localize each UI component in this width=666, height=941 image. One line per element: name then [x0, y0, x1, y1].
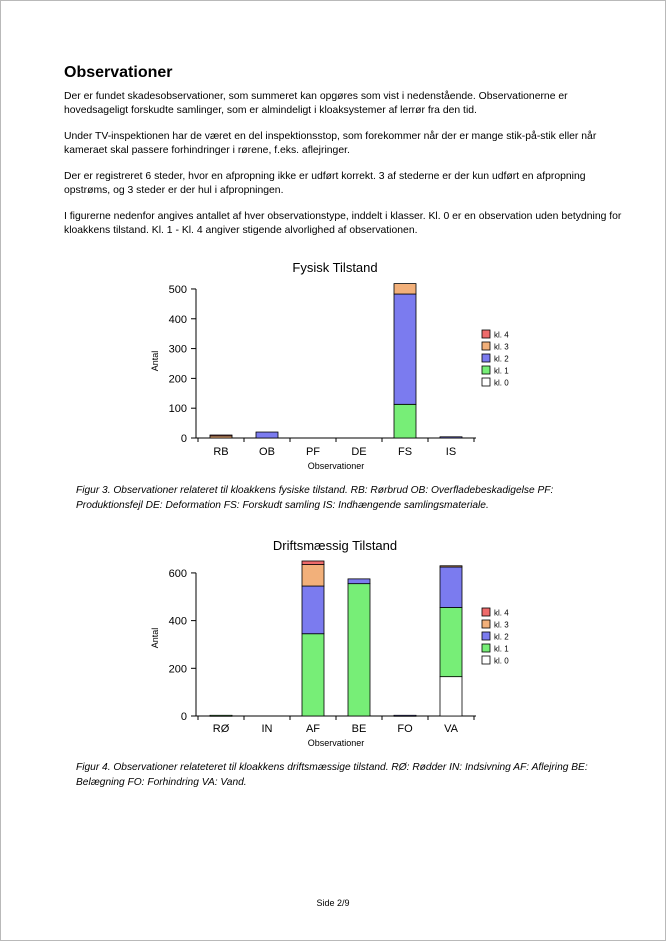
bar-af-kl4	[302, 561, 324, 565]
legend-swatch-kl1	[482, 644, 490, 652]
legend-label-kl3: kl. 3	[494, 342, 509, 352]
y-tick-label: 100	[168, 403, 187, 416]
x-axis-label: Observationer	[307, 738, 365, 748]
x-tick-label: FS	[397, 446, 413, 458]
y-tick-label: 600	[168, 567, 187, 580]
bar-fs-kl2	[394, 294, 416, 404]
y-tick-label: 400	[168, 615, 187, 628]
legend-swatch-kl0	[482, 656, 490, 664]
figure-4-caption: Figur 4. Observationer relateteret til kloakkens driftsmæssige tilstand. RØ: Rødder IN: Indsivning AF: Aflejring BE: Belægning FO: Forhindring VA: Vand.	[76, 762, 588, 788]
section-heading: Observationer	[64, 64, 173, 81]
legend-swatch-kl2	[482, 354, 490, 362]
legend-swatch-kl4	[482, 608, 490, 616]
legend-swatch-kl1	[482, 366, 490, 374]
legend-label-kl3: kl. 3	[494, 620, 509, 630]
x-axis-label: Observationer	[307, 461, 365, 471]
legend-label-kl1: kl. 1	[494, 366, 509, 376]
legend-label-kl1: kl. 1	[494, 644, 509, 654]
bar-va-kl3	[440, 566, 462, 567]
y-tick-label: 200	[168, 373, 187, 386]
bar-fo-kl2	[394, 715, 416, 716]
y-tick-label: 200	[168, 663, 187, 676]
x-tick-label: RB	[213, 446, 229, 458]
x-tick-label: IN	[261, 723, 273, 735]
legend-label-kl2: kl. 2	[494, 632, 509, 642]
bar-rø-kl1	[210, 715, 232, 716]
y-tick-label: 0	[180, 711, 187, 723]
chart-fysisk-tilstand	[0, 250, 666, 480]
paragraph-summary: Der er fundet skadesobservationer, som summeret kan opgøres som vist i nedenstående. Observationerne er hovedsageligt forskudte samlinger, som er almindeligt i kloaksystemer af lerrør fra den tid.	[64, 91, 568, 116]
x-tick-label: PF	[305, 446, 321, 458]
chart-title: Fysisk Tilstand	[292, 260, 378, 275]
y-axis-label: Antal	[150, 627, 160, 649]
legend-swatch-kl2	[482, 632, 490, 640]
bar-is-kl2	[440, 437, 462, 438]
bar-af-kl1	[302, 634, 324, 716]
bar-va-kl1	[440, 608, 462, 677]
bar-be-kl2	[348, 579, 370, 584]
y-tick-label: 500	[168, 283, 187, 296]
legend-label-kl4: kl. 4	[494, 330, 509, 340]
y-tick-label: 0	[180, 433, 187, 445]
bar-be-kl1	[348, 584, 370, 716]
x-tick-label: VA	[444, 723, 458, 735]
x-tick-label: RØ	[212, 723, 230, 735]
legend-swatch-kl0	[482, 378, 490, 386]
bar-va-kl0	[440, 677, 462, 716]
legend-label-kl4: kl. 4	[494, 608, 509, 618]
paragraph-classes: I figurerne nedenfor angives antallet af hver observationstype, inddelt i klasser. Kl. 0 er en observation uden betydning for kloakkens tilstand. Kl. 1 - Kl. 4 angiver stigende alvorlighed af observationen.	[64, 211, 622, 236]
x-tick-label: IS	[445, 446, 457, 458]
x-tick-label: FO	[397, 723, 413, 735]
legend-label-kl0: kl. 0	[494, 656, 509, 666]
legend-swatch-kl3	[482, 342, 490, 350]
y-tick-label: 400	[168, 313, 187, 326]
paragraph-inspection-stops: Under TV-inspektionen har de været en del inspektionsstop, som forekommer når der er mange stik-på-stik eller når kameraet skal passere forhindringer i rørene, f.eks. aflejringer.	[64, 131, 597, 156]
y-axis-label: Antal	[150, 350, 160, 372]
legend-swatch-kl3	[482, 620, 490, 628]
x-tick-label: BE	[351, 723, 367, 735]
legend-label-kl0: kl. 0	[494, 378, 509, 388]
bar-fs-kl1	[394, 404, 416, 438]
bar-af-kl2	[302, 586, 324, 634]
chart-driftsmaessig-tilstand	[0, 528, 666, 754]
x-tick-label: OB	[259, 446, 275, 458]
page-number: Side 2/9	[316, 898, 350, 908]
bar-rb-kl4	[210, 435, 232, 436]
y-tick-label: 300	[168, 343, 187, 356]
bar-ob-kl2	[256, 432, 278, 438]
bar-va-kl2	[440, 567, 462, 608]
legend-label-kl2: kl. 2	[494, 354, 509, 364]
paragraph-plugging: Der er registreret 6 steder, hvor en afpropning ikke er udført korrekt. 3 af stederne er der kun udført en afpropning opstrøms, og 3 steder er der hul i afpropningen.	[64, 171, 586, 196]
x-tick-label: DE	[351, 446, 367, 458]
x-tick-label: AF	[305, 723, 321, 735]
bar-af-kl3	[302, 565, 324, 586]
legend-swatch-kl4	[482, 330, 490, 338]
bar-fs-kl3	[394, 284, 416, 294]
chart-title: Driftsmæssig Tilstand	[272, 538, 398, 553]
figure-3-caption: Figur 3. Observationer relateret til kloakkens fysiske tilstand. RB: Rørbrud OB: Overfladebeskadigelse PF: Produktionsfejl DE: Deformation FS: Forskudt samling IS: Indhængende samlingsmateriale.	[76, 485, 554, 511]
